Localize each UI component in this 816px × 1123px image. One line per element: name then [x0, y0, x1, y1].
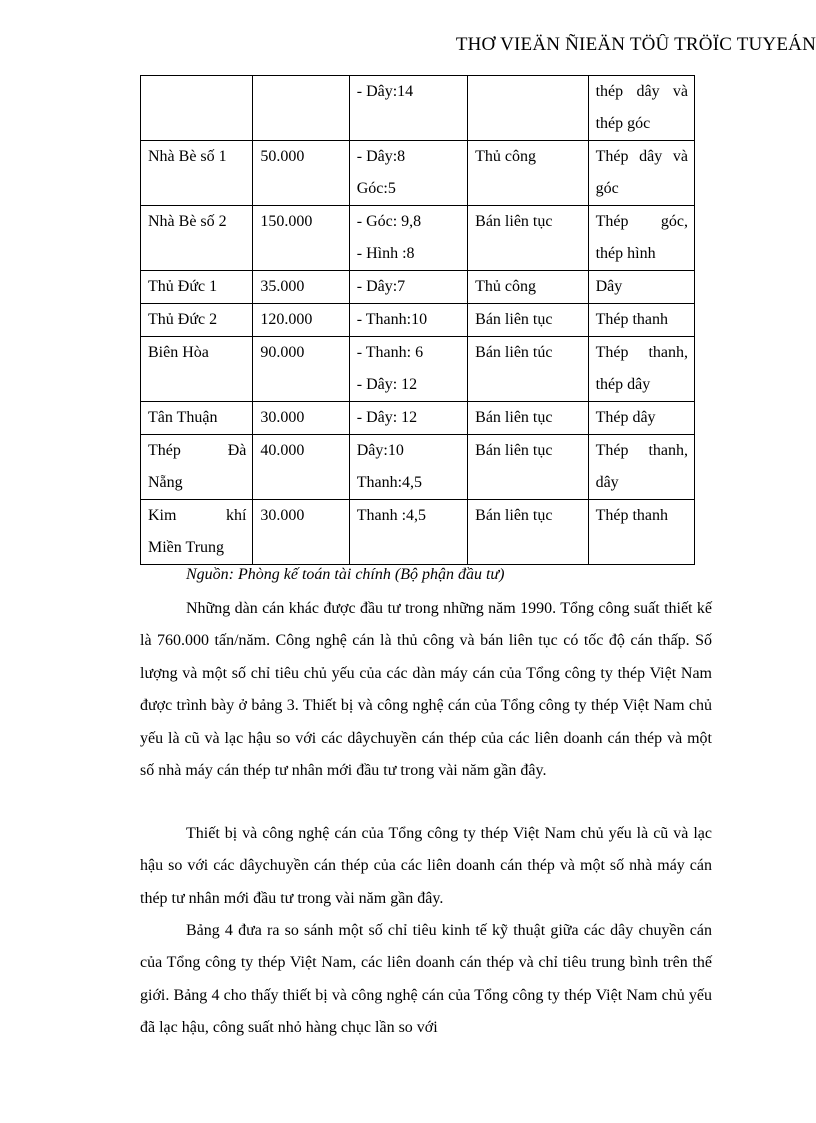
cell-technology: Bán liên tục: [468, 500, 588, 565]
cell-capacity: 30.000: [253, 500, 349, 565]
cell-line: Góc:5: [356, 180, 396, 197]
cell-capacity: 150.000: [253, 206, 349, 271]
cell-product-type: [588, 500, 694, 565]
paragraph-2: [140, 818, 712, 915]
cell-line: - Dây: 12: [356, 376, 418, 393]
cell-mill-name: [141, 402, 253, 435]
cell-products: [349, 141, 467, 206]
cell-line: Dây: [595, 278, 623, 295]
cell-technology: Bán liên tục: [468, 402, 588, 435]
paragraph-text: Bảng 4 đưa ra so sánh một số chỉ tiêu kinh tế kỹ thuật giữa các dây chuyền cán của Tổng công ty thép Việt Nam, các liên doanh cán thép và chỉ tiêu trung bình trên thế giới. Bảng 4 cho thấy thiết bị và công nghệ cán của Tổng công ty thép Việt Nam chủ yếu đã lạc hậu, công suất nhỏ hàng chục lần so với: [140, 922, 712, 1037]
cell-technology: [468, 76, 588, 141]
cell-mill-name: [141, 304, 253, 337]
cell-products: [349, 500, 467, 565]
cell-mill-name: [141, 141, 253, 206]
cell-line: Thủ Đức 1: [148, 278, 218, 295]
cell-line: - Hình :8: [356, 245, 415, 262]
cell-capacity: 35.000: [253, 271, 349, 304]
cell-line: [148, 108, 246, 140]
cell-capacity: 50.000: [253, 141, 349, 206]
cell-line: Thanh :4,5: [356, 507, 427, 524]
cell-products: [349, 337, 467, 402]
cell-products: [349, 271, 467, 304]
cell-technology: Bán liên tục: [468, 435, 588, 500]
cell-capacity: 30.000: [253, 402, 349, 435]
cell-line: Thép thanh,: [595, 344, 688, 361]
cell-products: [349, 402, 467, 435]
cell-line: [148, 76, 246, 108]
cell-line: Thép dây: [595, 409, 656, 426]
cell-line: thép dây: [595, 376, 651, 393]
table-row: [141, 402, 695, 435]
cell-line: Thép thanh,: [595, 442, 688, 459]
cell-line: Thép góc,: [595, 213, 688, 230]
page-header: THƠ VIEÄN ÑIEÄN TÖÛ TRÖÏC TUYEÁN: [455, 34, 816, 55]
cell-line: Kim khí: [148, 507, 247, 524]
cell-line: Tân Thuận: [148, 409, 218, 426]
cell-line: - Thanh: 6: [356, 344, 424, 361]
cell-line: Nhà Bè số 2: [148, 213, 227, 230]
cell-line: Thép dây và: [595, 148, 688, 165]
cell-product-type: [588, 304, 694, 337]
rolling-mills-table: [140, 75, 695, 565]
cell-product-type: [588, 402, 694, 435]
cell-product-type: [588, 141, 694, 206]
paragraph-text: Những dàn cán khác được đầu tư trong những năm 1990. Tổng công suất thiết kế là 760.000 tấn/năm. Công nghệ cán là thủ công và bán liên tục có tốc độ cán thấp. Số lượng và một số chỉ tiêu chủ yếu của các dàn máy cán của Tổng công ty thép Việt Nam được trình bày ở bảng 3. Thiết bị và công nghệ cán của Tổng công ty thép Việt Nam chủ yếu là cũ và lạc hậu so với các dâychuyền cán thép của các liên doanh cán thép và một số nhà máy cán thép tư nhân mới đầu tư trong vài năm gần đây.: [140, 600, 712, 780]
cell-line: - Dây:8: [356, 148, 406, 165]
cell-technology: Thủ công: [468, 141, 588, 206]
cell-line: Thép thanh: [595, 507, 668, 524]
cell-line: Nẵng: [148, 474, 183, 491]
cell-line: - Dây:14: [356, 83, 414, 100]
cell-mill-name: [141, 271, 253, 304]
cell-capacity: 120.000: [253, 304, 349, 337]
cell-capacity: 90.000: [253, 337, 349, 402]
paragraph-3: [140, 915, 712, 1045]
table-row: [141, 304, 695, 337]
cell-product-type: [588, 271, 694, 304]
table-row: [141, 435, 695, 500]
cell-line: dây: [595, 474, 619, 491]
cell-line: thép góc: [595, 115, 651, 132]
cell-line: Thép thanh: [595, 311, 668, 328]
cell-product-type: [588, 206, 694, 271]
cell-capacity: [253, 76, 349, 141]
cell-technology: Bán liên túc: [468, 337, 588, 402]
cell-products: [349, 304, 467, 337]
cell-technology: Bán liên tục: [468, 206, 588, 271]
paragraph-1: [140, 593, 712, 787]
cell-line: - Dây: 12: [356, 409, 418, 426]
table-body: [141, 76, 695, 565]
table-row: [141, 337, 695, 402]
table-row: [141, 500, 695, 565]
cell-line: thép dây và: [595, 83, 688, 100]
cell-products: [349, 435, 467, 500]
cell-mill-name: [141, 500, 253, 565]
cell-line: Dây:10: [356, 442, 404, 459]
cell-mill-name: [141, 206, 253, 271]
cell-line: - Thanh:10: [356, 311, 428, 328]
cell-line: Biên Hòa: [148, 344, 209, 361]
table-row: [141, 206, 695, 271]
cell-line: - Dây:7: [356, 278, 406, 295]
cell-product-type: [588, 76, 694, 141]
cell-line: - Góc: 9,8: [356, 213, 422, 230]
table-row: [141, 76, 695, 141]
cell-line: Thép Đà: [148, 442, 247, 459]
table-row: [141, 141, 695, 206]
cell-technology: Bán liên tục: [468, 304, 588, 337]
cell-line: Thủ Đức 2: [148, 311, 218, 328]
cell-mill-name: [141, 435, 253, 500]
cell-line: Thanh:4,5: [356, 474, 423, 491]
cell-line: Nhà Bè số 1: [148, 148, 227, 165]
cell-line: thép hình: [595, 245, 656, 262]
table-source-note: Nguồn: Phòng kế toán tài chính (Bộ phận đầu tư): [186, 566, 505, 583]
cell-technology: Thủ công: [468, 271, 588, 304]
table-row: [141, 271, 695, 304]
cell-product-type: [588, 435, 694, 500]
cell-line: góc: [595, 180, 619, 197]
cell-line: Miền Trung: [148, 539, 225, 556]
cell-mill-name: [141, 337, 253, 402]
cell-capacity: 40.000: [253, 435, 349, 500]
cell-products: [349, 76, 467, 141]
paragraph-text: Thiết bị và công nghệ cán của Tổng công ty thép Việt Nam chủ yếu là cũ và lạc hậu so với các dâychuyền cán thép của các liên doanh cán thép và một số nhà máy cán thép tư nhân mới đầu tư trong vài năm gần đây.: [140, 825, 712, 907]
cell-product-type: [588, 337, 694, 402]
cell-products: [349, 206, 467, 271]
cell-mill-name: [141, 76, 253, 141]
